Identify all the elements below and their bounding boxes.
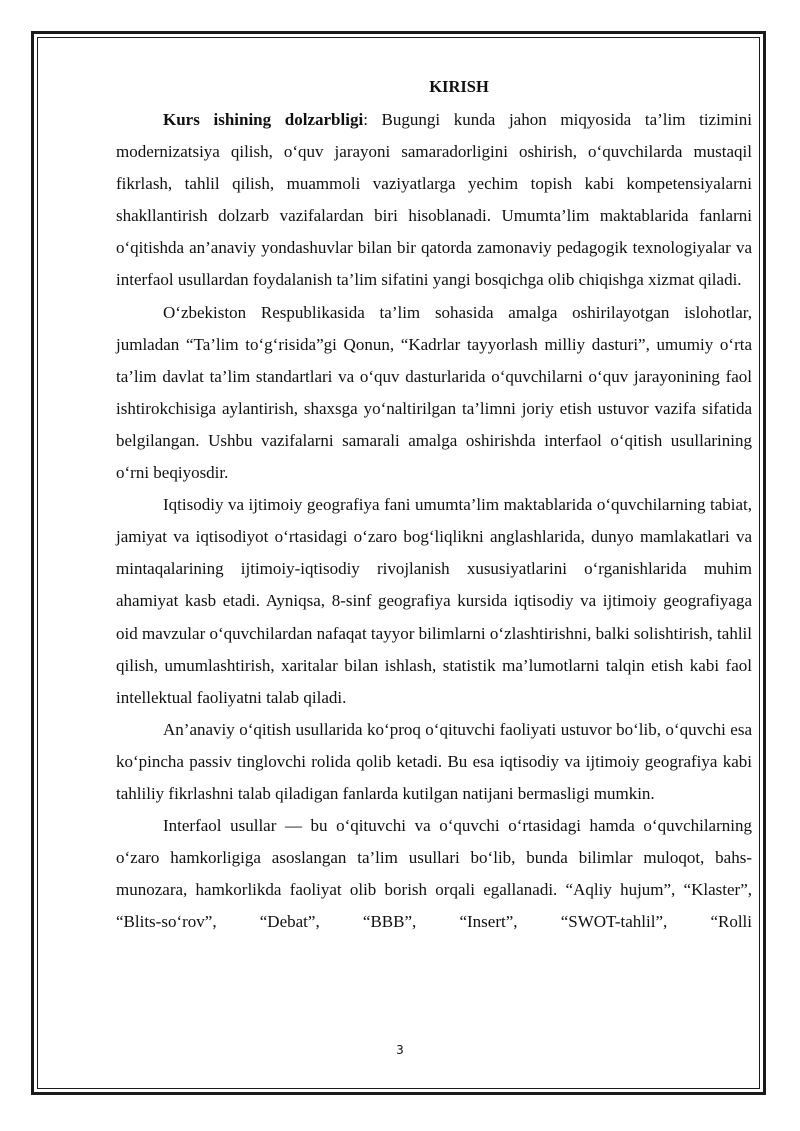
paragraph-4: An’anaviy o‘qitish usullarida ko‘proq o‘qituvchi faoliyati ustuvor bo‘lib, o‘quvchi esa ko‘pincha passiv tinglovchi rolida qolib ketadi. Bu esa iqtisodiy va ijtimoiy geografiya kabi tahliliy fikrlashni talab qiladigan fanlarda kutilgan natijani bermasligi mumkin. (116, 719, 752, 803)
page-number: 3 (396, 1043, 404, 1057)
paragraph-1-text: : Bugungi kunda jahon miqyosida ta’lim tizimini modernizatsiya qilish, o‘quv jarayoni samaradorligini oshirish, o‘quvchilarda mustaqil fikrlash, tahlil qilish, muammoli vaziyatlarga yechim topish kabi kompetensiyalarni shakllantirish dolzarb vazifalardan biri hisoblanadi. Umumta’lim maktablarida fanlarni o‘qitishda an’anaviy yondashuvlar bilan bir qatorda zamonaviy pedagogik texnologiyalar va interfaol usullardan foydalanish ta’lim sifatini yangi bosqichga olib chiqishga xizmat qiladi. (116, 110, 752, 290)
paragraph-1 (116, 104, 752, 297)
section-heading: KIRISH (429, 77, 489, 96)
paragraph-1-lead: Kurs ishining dolzarbligi (163, 110, 364, 129)
paragraph-3: Iqtisodiy va ijtimoiy geografiya fani umumta’lim maktablarida o‘quvchilarning tabiat, jamiyat va iqtisodiyot o‘rtasidagi o‘zaro bog‘liqlikni anglashlarida, dunyo mamlakatlari va mintaqalarining ijtimoiy-iqtisodiy rivojlanish xususiyatlarini o‘rganishlarida muhim ahamiyat kasb etadi. Ayniqsa, 8-sinf geografiya kursida iqtisodiy va ijtimoiy geografiyaga oid mavzular o‘quvchilardan nafaqat tayyor bilimlarni o‘zlashtirishni, balki solishtirish, tahlil qilish, umumlashtirish, xaritalar bilan ishlash, statistik ma’lumotlarni talqin etish kabi faol intellektual faoliyatni talab qiladi. (116, 495, 752, 707)
paragraph-2: O‘zbekiston Respublikasida ta’lim sohasida amalga oshirilayotgan islohotlar, jumladan “Ta’lim to‘g‘risida”gi Qonun, “Kadrlar tayyorlash milliy dasturi”, umumiy o‘rta ta’lim davlat ta’lim standartlari va o‘quv dasturlarida o‘quvchilarni o‘quv jarayonining faol ishtirokchisiga aylantirish, shaxsga yo‘naltirilgan ta’limni joriy etish ustuvor vazifa sifatida belgilangan. Ushbu vazifalarni samarali amalga oshirishda interfaol o‘qitish usullarining o‘rni beqiyosdir. (116, 302, 752, 483)
document-body (116, 70, 752, 938)
paragraph-5: Interfaol usullar — bu o‘qituvchi va o‘quvchi o‘rtasidagi hamda o‘quvchilarning o‘zaro hamkorligiga asoslangan ta’lim usullari bo‘lib, bunda bilimlar muloqot, bahs-munozara, hamkorlikda faoliyat olib borish orqali egallanadi. “Aqliy hujum”, “Klaster”, “Blits-so‘rov”, “Debat”, “BBB”, “Insert”, “SWOT-tahlil”, “Rolli (116, 816, 752, 932)
